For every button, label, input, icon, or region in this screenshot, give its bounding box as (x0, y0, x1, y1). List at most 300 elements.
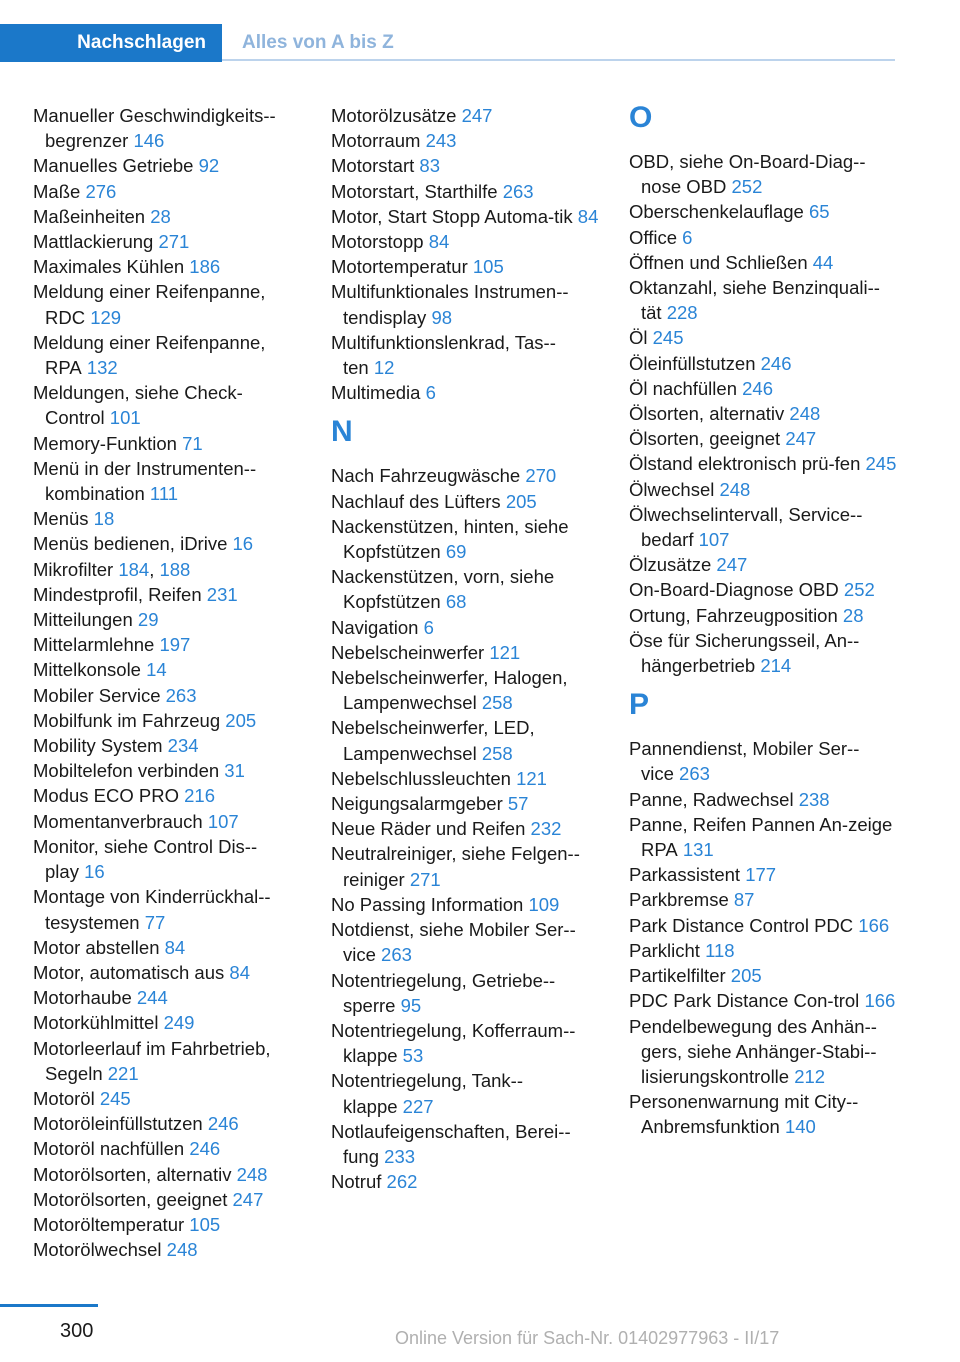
index-entry (33, 279, 301, 329)
index-entry (629, 426, 897, 451)
index-entry (629, 401, 897, 426)
page-reference-link[interactable]: 84 (428, 231, 450, 253)
page-reference-link[interactable]: 107 (698, 529, 730, 551)
index-entry (33, 708, 301, 733)
index-entry (33, 683, 301, 708)
index-column-2 (331, 103, 599, 1194)
index-entry (629, 552, 897, 577)
page-reference-link[interactable]: 248 (719, 478, 751, 500)
index-letter-heading: P (629, 688, 650, 722)
index-entry-term: Multifunktionslenkrad, Tas-ten (331, 331, 556, 379)
index-entry-term: Memory-Funktion (33, 432, 177, 454)
page-reference-link[interactable]: 271 (158, 231, 190, 253)
index-column-1 (33, 103, 301, 1262)
index-entry-term: Neutralreiniger, siehe Felgen-reiniger (331, 843, 580, 890)
index-entry-term: Oktanzahl, siehe Benzinquali-tät (629, 277, 880, 324)
index-entry-term: Maße (33, 180, 81, 202)
index-entry (33, 1237, 301, 1262)
page-reference-link[interactable]: 12 (373, 357, 395, 379)
page-reference-link[interactable]: 247 (232, 1188, 264, 1210)
index-entry-term: Notruf (331, 1171, 382, 1193)
index-entry-term: Oberschenkelauflage (629, 201, 804, 223)
index-entry-term: Notentriegelung, Tank-klappe (331, 1070, 523, 1117)
index-entry-term: Ölsorten, alternativ (629, 403, 785, 425)
page-reference-link[interactable]: 95 (400, 994, 422, 1016)
index-entry-term: Motor, Start Stopp Automa-tik (331, 205, 573, 227)
index-entry (629, 862, 897, 887)
index-entry (331, 841, 599, 891)
index-entry-term: Ölzusätze (629, 554, 712, 576)
page-reference-link[interactable]: 146 (133, 130, 165, 152)
page-reference-link[interactable]: 214 (760, 655, 792, 677)
page-reference-link[interactable]: 249 (163, 1012, 195, 1034)
index-entry (33, 783, 301, 808)
index-entry (33, 657, 301, 682)
tab-alles-von-a-bis-z[interactable]: Alles von A bis Z (242, 32, 394, 53)
page-reference-link[interactable]: 105 (189, 1213, 221, 1235)
index-entry (629, 913, 897, 938)
index-entry-term: Motorölzusätze (331, 105, 457, 126)
page-reference-link[interactable]: 31 (224, 760, 245, 782)
page-reference-link[interactable]: 246 (742, 377, 773, 399)
index-entry-term: OBD, siehe On-Board-Diag-nose OBD (629, 151, 866, 198)
page-reference-link[interactable]: 118 (705, 939, 735, 961)
index-entry-term: Modus ECO PRO (33, 785, 179, 807)
index-entry-term: Mittelarmlehne (33, 634, 155, 656)
page-reference-link[interactable]: 263 (502, 180, 534, 202)
index-entry-term: Mobiler Service (33, 684, 161, 706)
index-entry-term: Ölsorten, geeignet (629, 428, 781, 450)
page-reference-link[interactable]: 84 (164, 936, 186, 958)
index-entry (629, 963, 897, 988)
index-entry (629, 199, 897, 224)
index-entry (33, 1162, 301, 1187)
index-entry (331, 103, 599, 128)
page-reference-link[interactable]: 140 (784, 1116, 816, 1138)
index-entry-term: Multifunktionales Instrumen-tendisplay (331, 281, 569, 328)
index-entry (331, 128, 599, 153)
page-reference-link[interactable]: 271 (409, 868, 441, 890)
index-entry-term: PDC Park Distance Con-trol (629, 990, 860, 1012)
index-entry (629, 812, 897, 862)
footer-watermark: Online Version für Sach-Nr. 01402977963 - II/17 (395, 1328, 780, 1348)
page-reference-link[interactable]: 227 (402, 1095, 434, 1117)
index-entry-term: Öleinfüllstutzen (629, 352, 756, 374)
index-entry-term: Navigation (331, 616, 419, 638)
page-reference-link[interactable]: 247 (461, 105, 493, 126)
index-entry (331, 892, 599, 917)
page-number: 300 (60, 1320, 94, 1342)
page-reference-link[interactable]: 53 (402, 1045, 424, 1067)
page-reference-link[interactable]: 166 (858, 914, 890, 936)
index-entry (33, 456, 301, 506)
chapter-header (0, 24, 960, 64)
page-reference-link[interactable]: 107 (207, 810, 239, 832)
page-reference-link[interactable]: 132 (86, 357, 118, 379)
index-entry-term: Neue Räder und Reifen (331, 818, 526, 840)
index-entry-term: Motorstopp (331, 231, 424, 253)
index-entry (331, 715, 599, 765)
page-reference-link[interactable]: 6 (682, 226, 693, 248)
index-entry (33, 632, 301, 657)
index-entry (331, 766, 599, 791)
page-reference-link[interactable]: 238 (798, 788, 830, 810)
page-reference-link[interactable]: 129 (90, 306, 122, 328)
index-entry-term: Ortung, Fahrzeugposition (629, 604, 838, 626)
index-entry-term: Motorleerlauf im Fahrbetrieb, Segeln (33, 1037, 271, 1084)
index-entry-term: Mindestprofil, Reifen (33, 583, 202, 605)
index-entry (33, 1111, 301, 1136)
page-reference-link[interactable]: 28 (150, 205, 171, 227)
index-column-3 (629, 103, 897, 1140)
page-reference-link[interactable]: 18 (93, 508, 115, 530)
index-entry-term: Ölwechselintervall, Service-bedarf (629, 503, 863, 551)
index-entry (331, 489, 599, 514)
index-entry (331, 380, 599, 405)
index-entry-term: Panne, Radwechsel (629, 788, 794, 810)
index-entry (629, 1089, 897, 1139)
index-entry-term: Motor, automatisch aus (33, 961, 225, 983)
index-entry-term: Manuelles Getriebe (33, 155, 194, 177)
index-entry (33, 582, 301, 607)
index-entry (331, 229, 599, 254)
index-entry (331, 1068, 599, 1118)
index-entry (629, 988, 897, 1013)
index-entry (33, 1212, 301, 1237)
index-entry (331, 665, 599, 715)
index-entry (331, 204, 599, 229)
header-divider (222, 59, 895, 61)
index-entry (33, 153, 301, 178)
index-entry (33, 531, 301, 556)
index-entry-term: No Passing Information (331, 893, 524, 915)
page-reference-link[interactable]: 233 (384, 1145, 416, 1167)
index-entry-term: Motorstart, Starthilfe (331, 180, 498, 202)
index-entry-term: Montage von Kinderrückhal-tesystemen (33, 886, 271, 933)
page-reference-link[interactable]: 205 (225, 709, 257, 731)
page-reference-link[interactable]: 205 (730, 965, 762, 987)
index-entry (33, 204, 301, 229)
page-reference-link[interactable]: 184 (118, 558, 150, 580)
page-reference-link[interactable]: 77 (144, 911, 166, 933)
index-entry-term: Motortemperatur (331, 256, 468, 278)
page-reference-link[interactable]: 83 (419, 155, 440, 177)
page-reference-link[interactable]: 92 (198, 155, 220, 177)
index-entry-term: Nachlauf des Lüfters (331, 490, 501, 512)
page-reference-link[interactable]: 263 (165, 684, 197, 706)
page-reference-link[interactable]: 248 (789, 403, 821, 425)
index-entry-term: Mobilfunk im Fahrzeug (33, 709, 221, 731)
index-entry-term: Notentriegelung, Getriebe-sperre (331, 969, 556, 1016)
page-reference-link[interactable]: 247 (716, 554, 748, 576)
index-entry-term: Meldung einer Reifenpanne, RPA (33, 331, 266, 379)
index-entry-term: Öl (629, 327, 648, 349)
index-entry (629, 225, 897, 250)
index-entry (33, 809, 301, 834)
index-entry-term: Park Distance Control PDC (629, 914, 854, 936)
index-entry-term: Ölstand elektronisch prü-fen (629, 453, 861, 475)
page-reference-link[interactable]: 131 (682, 839, 714, 861)
page-reference-link[interactable]: 234 (167, 735, 199, 757)
page-reference-link[interactable]: 105 (472, 256, 504, 278)
index-entry (33, 179, 301, 204)
index-entry-term: Monitor, siehe Control Dis-play (33, 835, 258, 883)
page-reference-link[interactable]: 232 (530, 818, 562, 840)
index-entry (33, 884, 301, 934)
page-reference-link[interactable]: 98 (431, 306, 453, 328)
index-entry (331, 816, 599, 841)
page-reference-link[interactable]: 121 (516, 767, 547, 789)
index-entry-term: Motoröleinfüllstutzen (33, 1113, 203, 1135)
index-entry-term: Nebelschlussleuchten (331, 767, 511, 789)
index-entry-term: Parklicht (629, 939, 700, 961)
page-reference-link[interactable]: 243 (425, 130, 457, 152)
index-entry-term: Mobility System (33, 735, 163, 757)
index-entry (331, 1169, 599, 1194)
index-entry-term: Panne, Reifen Pannen An-zeige RPA (629, 813, 893, 861)
index-entry-term: Meldungen, siehe Check-Control (33, 382, 243, 429)
page-reference-link[interactable]: 248 (236, 1163, 268, 1185)
page-reference-link[interactable]: 84 (229, 961, 250, 983)
index-entry-term: Nackenstützen, hinten, siehe Kopfstützen (331, 515, 569, 563)
page-reference-link[interactable]: 65 (808, 201, 830, 223)
page-reference-link[interactable]: 6 (425, 382, 436, 404)
index-entry-term: Multimedia (331, 382, 421, 404)
page-reference-link[interactable]: 16 (84, 861, 105, 883)
index-entry-term: Nebelscheinwerfer, LED, Lampenwechsel (331, 717, 535, 764)
index-entry-term: Ölwechsel (629, 478, 715, 500)
index-entry (331, 463, 599, 488)
index-entry (629, 275, 897, 325)
page-reference-link[interactable]: 247 (785, 428, 817, 450)
index-entry (33, 506, 301, 531)
page-reference-link[interactable]: 252 (843, 579, 875, 601)
page-reference-link[interactable]: 246 (189, 1138, 221, 1160)
index-entry (629, 477, 897, 502)
page-reference-link[interactable]: 44 (812, 251, 834, 273)
index-entry-term: Motoröl nachfüllen (33, 1138, 185, 1160)
index-entry-term: Motoröltemperatur (33, 1213, 185, 1235)
index-entry (629, 149, 897, 199)
index-entry-term: Maßeinheiten (33, 205, 146, 227)
index-entry-term: Meldung einer Reifenpanne, RDC (33, 281, 266, 328)
index-entry-term: Momentanverbrauch (33, 810, 203, 832)
page-reference-link[interactable]: 188 (159, 558, 191, 580)
index-entry (33, 1136, 301, 1161)
index-entry (33, 758, 301, 783)
page-reference-link[interactable]: 212 (794, 1065, 826, 1087)
index-entry (629, 736, 897, 786)
index-entry-term: Manueller Geschwindigkeits-begrenzer (33, 105, 276, 152)
index-entry (33, 834, 301, 884)
index-entry (331, 1018, 599, 1068)
page-reference-link[interactable]: 57 (507, 793, 529, 815)
page-reference-link[interactable]: 121 (489, 641, 521, 663)
index-entry (331, 615, 599, 640)
index-entry-term: Motorstart (331, 155, 415, 177)
index-entry (331, 917, 599, 967)
index-entry (629, 376, 897, 401)
index-entry-term: Parkassistent (629, 864, 741, 886)
index-entry (629, 787, 897, 812)
page-reference-link[interactable]: 216 (184, 785, 216, 807)
page-reference-link[interactable]: 252 (731, 176, 763, 198)
page-reference-link[interactable]: 87 (733, 889, 755, 911)
page-reference-link[interactable]: 245 (865, 453, 897, 475)
index-entry (33, 103, 301, 153)
index-entry (331, 564, 599, 614)
index-entry-term: Öl nachfüllen (629, 377, 737, 399)
tab-nachschlagen-label: Nachschlagen (77, 32, 206, 53)
page-reference-link[interactable]: 177 (745, 864, 777, 886)
index-entry (331, 640, 599, 665)
index-entry (33, 229, 301, 254)
index-entry-term: Mobiltelefon verbinden (33, 760, 220, 782)
index-entry (33, 380, 301, 430)
index-entry (629, 1014, 897, 1090)
page-reference-link[interactable]: 16 (232, 533, 254, 555)
index-entry (331, 514, 599, 564)
index-entry (629, 577, 897, 602)
index-entry (33, 607, 301, 632)
page-reference-link[interactable]: 262 (386, 1171, 418, 1193)
page-reference-link[interactable]: 84 (577, 205, 599, 227)
index-entry-term: Menü in der Instrumenten-kombination (33, 457, 257, 505)
index-entry (33, 985, 301, 1010)
page-reference-link[interactable]: 276 (85, 180, 117, 202)
index-entry (33, 1086, 301, 1111)
index-entry-term: Motorölsorten, alternativ (33, 1163, 232, 1185)
page-reference-link[interactable]: 258 (481, 692, 513, 714)
index-letter-heading: O (629, 101, 653, 134)
index-entry-term: Notentriegelung, Kofferraum-klappe (331, 1019, 576, 1067)
index-entry (629, 887, 897, 912)
index-entry-term: Motorölwechsel (33, 1239, 162, 1261)
page-reference-link[interactable]: 29 (137, 609, 159, 631)
index-entry-term: Pannendienst, Mobiler Ser-vice (629, 738, 860, 785)
index-entry (629, 451, 897, 476)
index-entry (629, 938, 897, 963)
page-reference-link[interactable]: 166 (864, 990, 896, 1012)
index-entry (331, 279, 599, 329)
index-entry-term: Motoröl (33, 1087, 95, 1109)
index-entry (331, 330, 599, 380)
index-entry-term: Öse für Sicherungsseil, An-hängerbetrieb (629, 629, 860, 677)
index-entry (33, 1036, 301, 1086)
page-reference-link[interactable]: 109 (528, 893, 560, 915)
index-entry-term: Motorraum (331, 130, 421, 152)
page-reference-link[interactable]: 263 (679, 763, 710, 785)
page-reference-link[interactable]: 6 (423, 616, 434, 638)
index-entry (629, 351, 897, 376)
index-entry (331, 791, 599, 816)
index-entry (33, 733, 301, 758)
page-reference-link[interactable]: 205 (505, 490, 537, 512)
page-reference-link[interactable]: 258 (481, 742, 513, 764)
page-reference-link[interactable]: 197 (159, 634, 191, 656)
index-entry (331, 153, 599, 178)
tab-nachschlagen[interactable] (0, 24, 222, 62)
page-reference-link[interactable]: 231 (206, 583, 238, 605)
index-entry-term: Neigungsalarmgeber (331, 793, 503, 815)
index-entry (33, 960, 301, 985)
page-reference-link[interactable]: 270 (525, 465, 557, 487)
index-entry (33, 935, 301, 960)
index-entry-term: On-Board-Diagnose OBD (629, 579, 839, 601)
page-reference-link[interactable]: 71 (182, 432, 203, 454)
page-reference-link[interactable]: 246 (760, 352, 792, 374)
index-entry (629, 628, 897, 678)
index-letter-heading: N (331, 415, 353, 449)
page-reference-link[interactable]: 263 (381, 944, 412, 966)
footer-accent-bar (0, 1304, 98, 1307)
index-entry-term: Nebelscheinwerfer (331, 641, 485, 663)
page-reference-link[interactable]: 245 (99, 1087, 131, 1109)
page-reference-link[interactable]: 246 (207, 1113, 239, 1135)
index-entry-term: Motorhaube (33, 987, 132, 1009)
index-entry-term: Menüs (33, 508, 89, 530)
page-reference-link[interactable]: 68 (445, 591, 467, 613)
page-reference-link[interactable]: 245 (652, 327, 684, 349)
index-entry-term: Menüs bedienen, iDrive (33, 533, 228, 555)
index-entry-term: Mitteilungen (33, 609, 133, 631)
index-entry-term: Partikelfilter (629, 965, 726, 987)
index-entry (331, 1119, 599, 1169)
index-entry-term: Notlaufeigenschaften, Berei-fung (331, 1120, 571, 1167)
page-reference-link[interactable]: 14 (146, 659, 167, 681)
index-entry (33, 1010, 301, 1035)
index-entry-term: Mikrofilter (33, 558, 114, 580)
index-entry-term: Parkbremse (629, 889, 729, 911)
index-entry (629, 603, 897, 628)
index-entry-term: Pendelbewegung des Anhän-gers, siehe Anhänger-Stabi-lisierungskontrolle (629, 1015, 877, 1087)
page-reference-link[interactable]: 228 (666, 302, 698, 324)
page-reference-link[interactable]: 221 (107, 1062, 139, 1084)
index-entry-term: Motor abstellen (33, 936, 160, 958)
index-entry (629, 502, 897, 552)
index-entry (331, 179, 599, 204)
index-entry-term: Nach Fahrzeugwäsche (331, 465, 521, 487)
index-entry-term: Öffnen und Schließen (629, 251, 808, 273)
index-entry (33, 254, 301, 279)
page-reference-link[interactable]: 186 (189, 256, 221, 278)
index-entry (33, 1187, 301, 1212)
page-reference-link[interactable]: 28 (842, 604, 864, 626)
page-reference-link[interactable]: 69 (445, 541, 467, 563)
index-entry (33, 431, 301, 456)
index-entry-term: Notdienst, siehe Mobiler Ser-vice (331, 919, 576, 966)
index-entry (629, 250, 897, 275)
index-entry-term: Personenwarnung mit City-Anbremsfunktion (629, 1091, 859, 1138)
index-entry-term: Mattlackierung (33, 231, 154, 253)
page-reference-link[interactable]: 244 (136, 987, 168, 1009)
page-reference-link[interactable]: 111 (149, 483, 179, 505)
index-entry-term: Motorölsorten, geeignet (33, 1188, 228, 1210)
page-reference-link[interactable]: 101 (109, 407, 141, 429)
index-entry (629, 325, 897, 350)
index-entry-term: Motorkühlmittel (33, 1012, 159, 1034)
page-reference-link[interactable]: 248 (166, 1239, 198, 1261)
index-entry-term: Maximales Kühlen (33, 256, 185, 278)
index-entry: Mikrofilter 184, 188 (33, 558, 191, 580)
index-entry-term: Mittelkonsole (33, 659, 141, 681)
index-entry (33, 330, 301, 380)
index-entry (331, 968, 599, 1018)
index-entry-term: Nebelscheinwerfer, Halogen, Lampenwechsel (331, 667, 568, 714)
index-entry (331, 254, 599, 279)
index-entry-term: Office (629, 226, 677, 248)
index-entry-term: Nackenstützen, vorn, siehe Kopfstützen (331, 566, 555, 613)
